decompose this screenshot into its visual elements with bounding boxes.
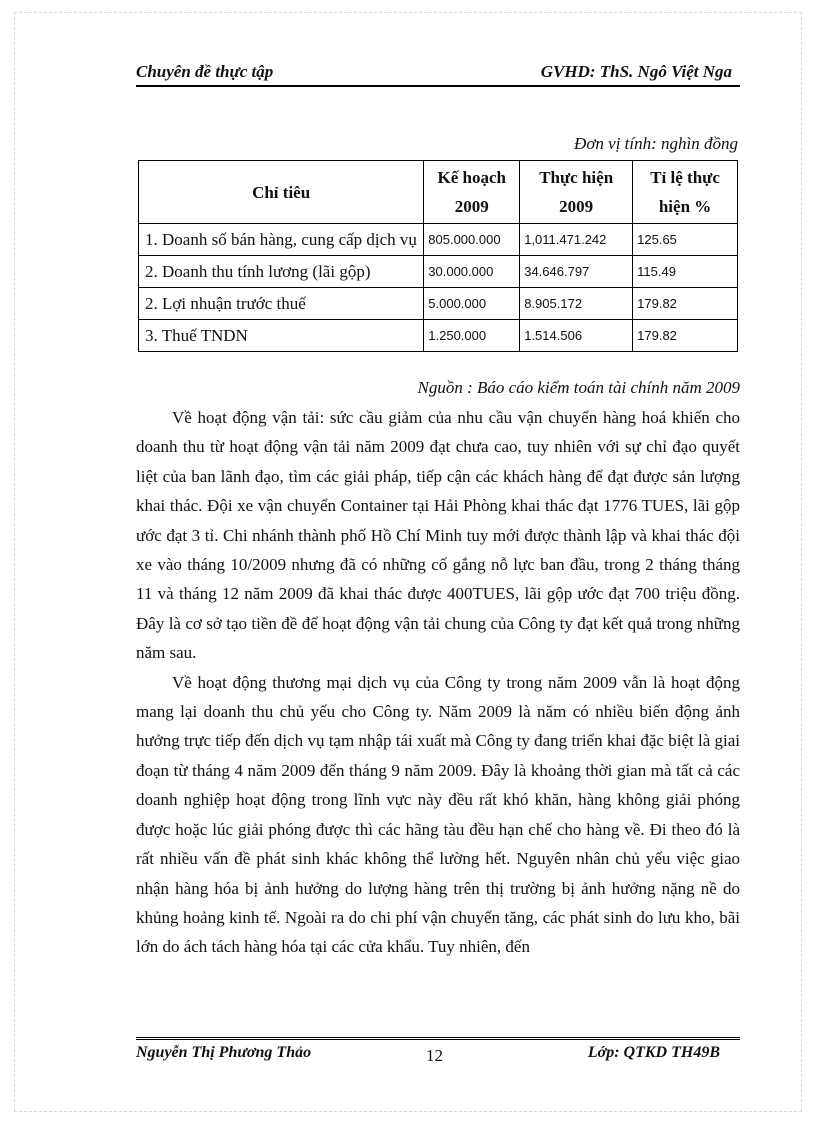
table-row xyxy=(139,288,738,320)
row-actual: 1,011.471.242 xyxy=(520,224,633,256)
unit-note: Đơn vị tính: nghìn đồng xyxy=(574,134,738,153)
footer-class: Lớp: QTKD TH49B xyxy=(587,1044,720,1061)
footer-author: Nguyễn Thị Phương Thảo xyxy=(136,1044,312,1061)
page-footer xyxy=(136,1044,740,1068)
footer-rule xyxy=(136,1037,740,1040)
row-label: 2. Lợi nhuận trước thuế xyxy=(139,288,424,320)
page-header xyxy=(136,62,740,86)
table-row xyxy=(139,256,738,288)
row-ratio: 179.82 xyxy=(633,288,738,320)
col-header-criteria: Chỉ tiêu xyxy=(139,161,424,224)
row-plan: 5.000.000 xyxy=(424,288,520,320)
row-actual: 1.514.506 xyxy=(520,320,633,352)
row-actual: 8.905.172 xyxy=(520,288,633,320)
table-row xyxy=(139,320,738,352)
body-text xyxy=(136,403,740,962)
col-header-actual: Thực hiện 2009 xyxy=(520,161,633,224)
paragraph-transport: Về hoạt động vận tải: sức cầu giảm của nhu cầu vận chuyển hàng hoá khiến cho doanh thu từ hoạt động vận tải năm 2009 đạt chưa cao, tuy nhiên với sự chỉ đạo quyết liệt của ban lãnh đạo, tìm các giải pháp, tiếp cận các khách hàng để đạt được sản lượng khai thác. Đội xe vận chuyển Container tại Hải Phòng khai thác đạt 1776 TUES, lãi gộp ước đạt 3 tỉ. Chi nhánh thành phố Hồ Chí Minh tuy mới được thành lập và khai thác đội xe vào tháng 10/2009 nhưng đã có những cố gắng nỗ lực ban đầu, trong 2 tháng tháng 11 và tháng 12 năm 2009 đã khai thác được 400TUES, lãi gộp ước đạt 700 triệu đồng. Đây là cơ sở tạo tiền đề để hoạt động vận tải chung của Công ty đạt kết quả trong những năm sau. xyxy=(136,408,740,663)
row-actual: 34.646.797 xyxy=(520,256,633,288)
paragraph-trade-services: Về hoạt động thương mại dịch vụ của Công ty trong năm 2009 vẫn là hoạt động mang lại doanh thu chủ yếu cho Công ty. Năm 2009 là năm có nhiều biến động ảnh hưởng trực tiếp đến dịch vụ tạm nhập tái xuất mà Công ty đang triển khai đặc biệt là giai đoạn từ tháng 4 năm 2009 đến tháng 9 năm 2009. Đây là khoảng thời gian mà tất cả các doanh nghiệp hoạt động trong lĩnh vực này đều rất khó khăn, hàng không giải phóng được hoặc lúc giải phóng được thì các hãng tàu đều hạn chế cho hàng về. Đi theo đó là rất nhiều vấn đề phát sinh khác không thể lường hết. Nguyên nhân chủ yếu việc giao nhận hàng hóa bị ảnh hưởng do lượng hàng trên thị trường bị ảnh hưởng nặng nề do khủng hoảng kinh tế. Ngoài ra do chi phí vận chuyển tăng, các phát sinh do lưu kho, bãi lớn do ách tách hàng hóa tại các cửa khẩu. Tuy nhiên, đến xyxy=(136,672,740,957)
col-header-plan: Kế hoạch 2009 xyxy=(424,161,520,224)
row-ratio: 179.82 xyxy=(633,320,738,352)
col-header-ratio: Tỉ lệ thực hiện % xyxy=(633,161,738,224)
row-ratio: 115.49 xyxy=(633,256,738,288)
row-label: 2. Doanh thu tính lương (lãi gộp) xyxy=(139,256,424,288)
table-row xyxy=(139,224,738,256)
header-rule xyxy=(136,85,740,87)
header-title: Chuyên đề thực tập xyxy=(136,62,274,81)
header-advisor: GVHD: ThS. Ngô Việt Nga xyxy=(540,62,732,81)
source-note: Nguồn : Báo cáo kiểm toán tài chính năm 2009 xyxy=(417,378,740,397)
row-plan: 1.250.000 xyxy=(424,320,520,352)
table-header-row xyxy=(139,161,738,224)
row-label: 1. Doanh số bán hàng, cung cấp dịch vụ xyxy=(139,224,424,256)
row-plan: 805.000.000 xyxy=(424,224,520,256)
row-plan: 30.000.000 xyxy=(424,256,520,288)
results-table xyxy=(138,160,738,352)
row-ratio: 125.65 xyxy=(633,224,738,256)
row-label: 3. Thuế TNDN xyxy=(139,320,424,352)
page-number: 12 xyxy=(426,1046,443,1065)
